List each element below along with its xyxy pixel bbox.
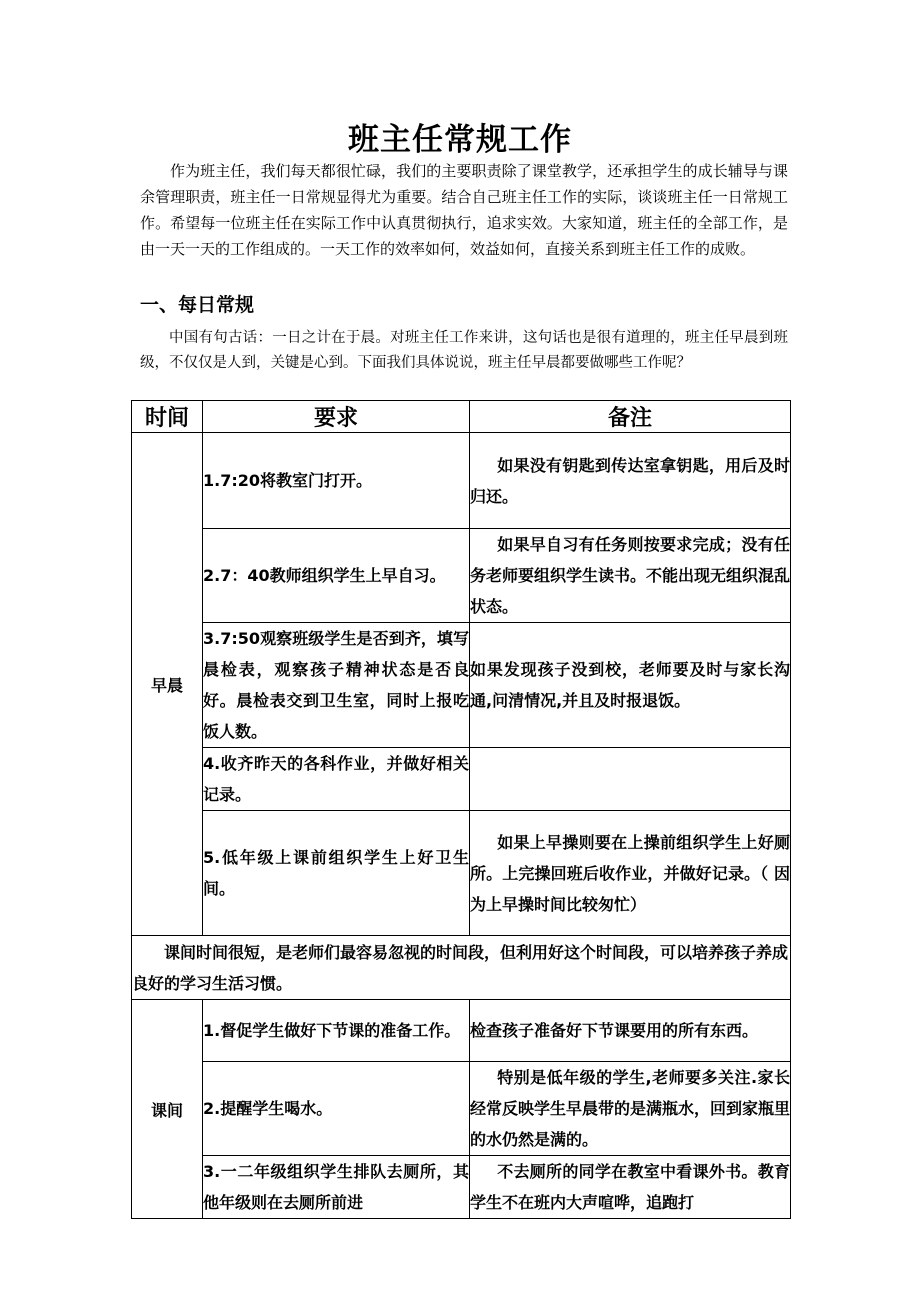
table-row [132, 529, 791, 623]
note-cell: 如果没有钥匙到传达室拿钥匙，用后及时归还。 [470, 433, 791, 529]
note-cell: 特别是低年级的学生,老师要多关注.家长经常反映学生早晨带的是满瓶水，回到家瓶里的水仍然是满的。 [470, 1062, 791, 1156]
note-cell: 如果早自习有任务则按要求完成；没有任务老师要组织学生读书。不能出现无组织混乱状态。 [470, 529, 791, 623]
time-label-morning: 早晨 [132, 433, 203, 936]
note-cell: 如果发现孩子没到校，老师要及时与家长沟通,问清情况,并且及时报退饭。 [470, 623, 791, 748]
time-label-break: 课间 [132, 1000, 203, 1219]
table-row [132, 1156, 791, 1219]
requirement-cell: 1.督促学生做好下节课的准备工作。 [203, 1000, 470, 1062]
table-row [132, 623, 791, 748]
table-row [132, 936, 791, 1000]
requirement-cell: 4.收齐昨天的各科作业，并做好相关记录。 [203, 748, 470, 811]
section-paragraph: 中国有句古话：一日之计在于晨。对班主任工作来讲，这句话也是很有道理的，班主任早晨到班级，不仅仅是人到，关键是心到。下面我们具体说说，班主任早晨都要做哪些工作呢？ [140, 330, 788, 371]
header-requirement: 要求 [203, 401, 470, 433]
requirement-cell: 2.7：40教师组织学生上早自习。 [203, 529, 470, 623]
table-row [132, 748, 791, 811]
section-heading: 一、每日常规 [140, 294, 255, 316]
requirement-cell: 3.7:50观察班级学生是否到齐，填写晨检表，观察孩子精神状态是否良好。晨检表交到卫生室，同时上报吃饭人数。 [203, 623, 470, 748]
requirement-cell: 5.低年级上课前组织学生上好卫生间。 [203, 811, 470, 936]
note-cell: 如果上早操则要在上操前组织学生上好厕所。上完操回班后收作业，并做好记录。（ 因为上早操时间比较匆忙） [470, 811, 791, 936]
note-cell [470, 748, 791, 811]
intro-paragraph: 作为班主任，我们每天都很忙碌，我们的主要职责除了课堂教学，还承担学生的成长辅导与课余管理职责，班主任一日常规显得尤为重要。结合自己班主任工作的实际，谈谈班主任一日常规工作。希望每一位班主任在实际工作中认真贯彻执行，追求实效。大家知道，班主任的全部工作，是由一天一天的工作组成的。一天工作的效率如何，效益如何，直接关系到班主任工作的成败。 [140, 162, 788, 258]
table-row [132, 1062, 791, 1156]
table-row [132, 433, 791, 529]
page-title: 班主任常规工作 [348, 122, 572, 158]
break-intro-cell: 课间时间很短，是老师们最容易忽视的时间段，但利用好这个时间段，可以培养孩子养成良好的学习生活习惯。 [132, 936, 791, 1000]
requirement-cell: 3.一二年级组织学生排队去厕所，其他年级则在去厕所前进 [203, 1156, 470, 1219]
table-row [132, 811, 791, 936]
requirement-cell: 2.提醒学生喝水。 [203, 1062, 470, 1156]
note-cell: 检查孩子准备好下节课要用的所有东西。 [470, 1000, 791, 1062]
table-header-row [132, 401, 791, 433]
requirement-cell: 1.7:20将教室门打开。 [203, 433, 470, 529]
table-row [132, 1000, 791, 1062]
schedule-table [131, 400, 791, 1219]
note-cell: 不去厕所的同学在教室中看课外书。教育学生不在班内大声喧哗，追跑打 [470, 1156, 791, 1219]
header-note: 备注 [470, 401, 791, 433]
header-time: 时间 [132, 401, 203, 433]
